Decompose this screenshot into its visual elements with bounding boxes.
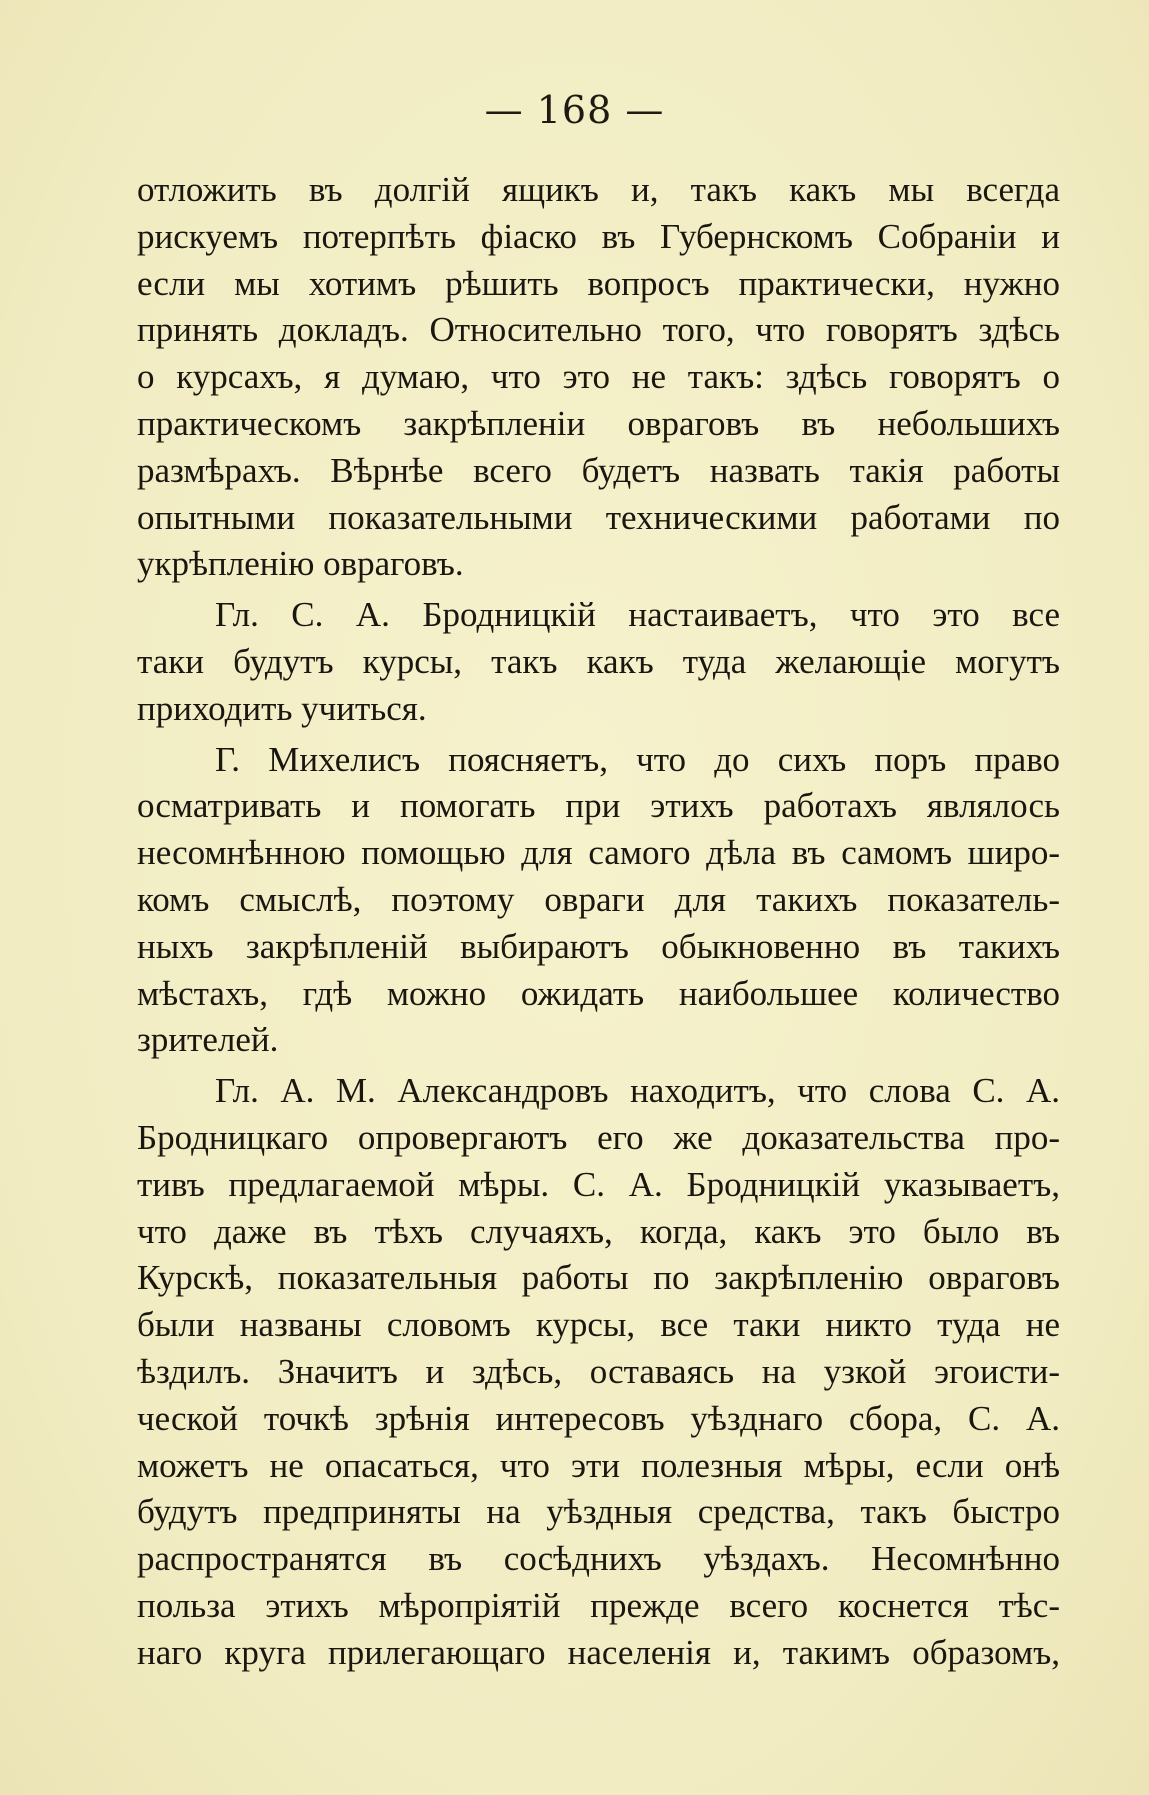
text-line: наго круга прилегающаго населенія и, такимъ образомъ,	[137, 1632, 1060, 1672]
paragraph	[137, 592, 1060, 732]
text-line: принять докладъ. Относительно того, что говорятъ здѣсь	[137, 310, 1060, 350]
text-line: зрителей.	[137, 1020, 279, 1060]
paragraph	[137, 167, 1060, 588]
text-line: что даже въ тѣхъ случаяхъ, когда, какъ это было въ	[137, 1211, 1060, 1251]
text-line: комъ смыслѣ, поэтому овраги для такихъ показатель-	[137, 879, 1060, 919]
text-line: распространятся въ сосѣднихъ уѣздахъ. Несомнѣнно	[137, 1539, 1060, 1579]
text-line: размѣрахъ. Вѣрнѣе всего будетъ назвать такія работы	[137, 450, 1060, 490]
text-line: Гл. А. М. Александровъ находитъ, что слова С. А.	[215, 1071, 1060, 1111]
text-line: ѣздилъ. Значитъ и здѣсь, оставаясь на узкой эгоисти-	[137, 1351, 1060, 1391]
text-line: были названы словомъ курсы, все таки никто туда не	[137, 1305, 1060, 1345]
text-line: Гл. С. А. Бродницкій настаиваетъ, что это все	[215, 595, 1060, 635]
text-line: приходить учиться.	[137, 688, 427, 728]
text-line: мѣстахъ, гдѣ можно ожидать наибольшее количество	[137, 973, 1060, 1013]
text-line: таки будутъ курсы, такъ какъ туда желающіе могутъ	[137, 641, 1060, 681]
text-line: Г. Михелисъ поясняетъ, что до сихъ поръ право	[215, 739, 1060, 779]
text-line: Бродницкаго опровергаютъ его же доказательства про-	[137, 1117, 1060, 1157]
text-line: рискуемъ потерпѣть фіаско въ Губернскомъ Собраніи и	[137, 216, 1060, 256]
text-line: можетъ не опасаться, что эти полезныя мѣры, если онѣ	[137, 1445, 1060, 1485]
text-line: Курскѣ, показательныя работы по закрѣпленію овраговъ	[137, 1258, 1060, 1298]
text-line: ческой точкѣ зрѣнія интересовъ уѣзднаго сбора, С. А.	[137, 1398, 1060, 1438]
text-line: о курсахъ, я думаю, что это не такъ: здѣсь говорятъ о	[137, 357, 1060, 397]
text-line: укрѣпленію овраговъ.	[137, 544, 464, 584]
text-line: если мы хотимъ рѣшить вопросъ практически, нужно	[137, 263, 1060, 303]
page-number: — 168 —	[484, 88, 665, 132]
text-line: практическомъ закрѣпленіи овраговъ въ небольшихъ	[137, 403, 1060, 443]
text-line: тивъ предлагаемой мѣры. С. А. Бродницкій указываетъ,	[137, 1164, 1060, 1204]
paragraph	[137, 1068, 1060, 1676]
text-line: отложить въ долгій ящикъ и, такъ какъ мы всегда	[137, 170, 1060, 209]
text-line: будутъ предприняты на уѣздныя средства, такъ быстро	[137, 1492, 1060, 1532]
text-line: осматривать и помогать при этихъ работахъ являлось	[137, 786, 1060, 826]
text-line: несомнѣнною помощью для самого дѣла въ самомъ широ-	[137, 833, 1060, 873]
text-line: польза этихъ мѣропріятій прежде всего коснется тѣс-	[137, 1585, 1060, 1625]
text-line: ныхъ закрѣпленій выбираютъ обыкновенно въ такихъ	[137, 926, 1060, 966]
body-text	[137, 167, 1060, 1681]
paragraph	[137, 737, 1060, 1065]
text-line: опытными показательными техническими работами по	[137, 497, 1060, 537]
